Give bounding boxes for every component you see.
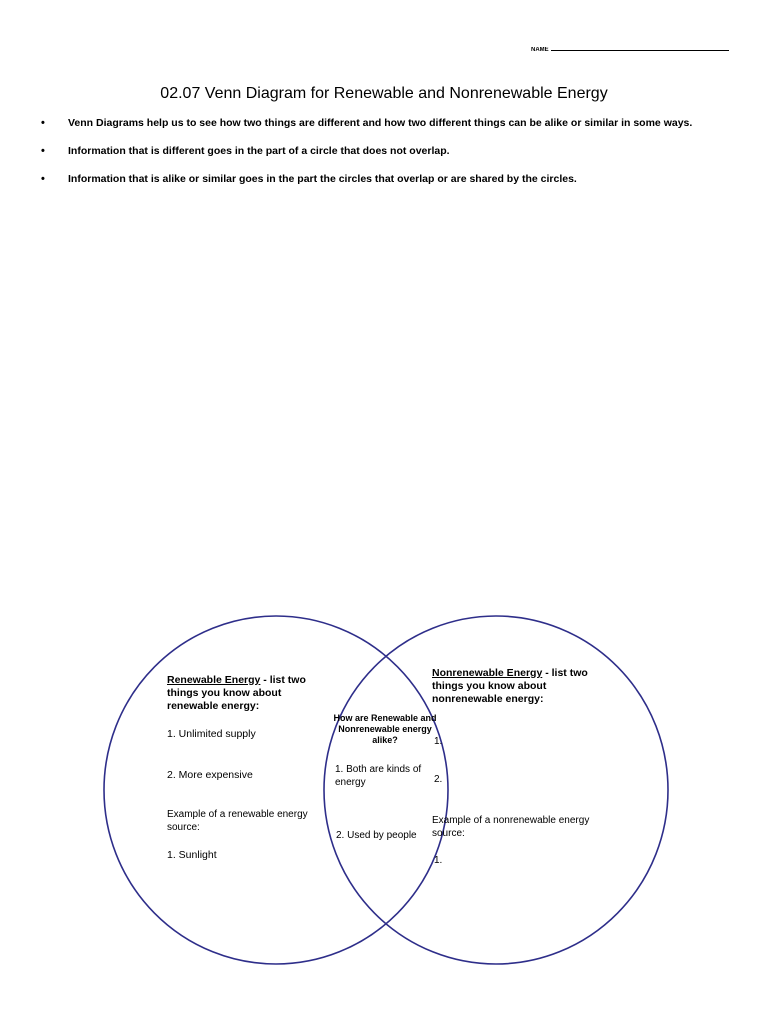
renewable-example-label: Example of a renewable energy source: bbox=[167, 809, 308, 833]
nonrenewable-heading bbox=[432, 667, 592, 706]
renewable-item-1: 1. Unlimited supply bbox=[167, 728, 256, 740]
renewable-example-1: 1. Sunlight bbox=[167, 849, 217, 861]
alike-item-2: 2. Used by people bbox=[336, 830, 417, 841]
venn-circle-left bbox=[104, 616, 448, 964]
nonrenewable-example-1: 1. bbox=[434, 855, 443, 866]
nonrenewable-example-label: Example of a nonrenewable energy source: bbox=[432, 815, 590, 839]
nonrenewable-item-2: 2. bbox=[434, 774, 443, 785]
name-label: NAME bbox=[531, 47, 549, 53]
nonrenewable-item-1: 1. bbox=[434, 736, 443, 747]
alike-heading: How are Renewable and Nonrenewable energy alike? bbox=[333, 713, 437, 745]
renewable-heading-rest: - list two things you know about renewable energy: bbox=[167, 674, 306, 713]
page-title: 02.07 Venn Diagram for Renewable and Nonrenewable Energy bbox=[160, 85, 608, 102]
nonrenewable-heading-rest: - list two things you know about nonrenewable energy: bbox=[432, 667, 588, 706]
instruction-item: • Information that is different goes in the part of a circle that does not overlap. bbox=[68, 145, 768, 158]
renewable-heading-underlined: Renewable Energy bbox=[167, 674, 261, 686]
renewable-heading bbox=[167, 674, 332, 713]
instruction-item: • Venn Diagrams help us to see how two things are different and how two different things can be alike or similar in some ways. bbox=[68, 117, 768, 130]
alike-item-1: 1. Both are kinds of energy bbox=[335, 764, 422, 788]
renewable-item-2: 2. More expensive bbox=[167, 769, 253, 781]
instruction-item: • Information that is alike or similar goes in the part the circles that overlap or are shared by the circles. bbox=[68, 173, 768, 186]
nonrenewable-heading-underlined: Nonrenewable Energy bbox=[432, 667, 543, 679]
